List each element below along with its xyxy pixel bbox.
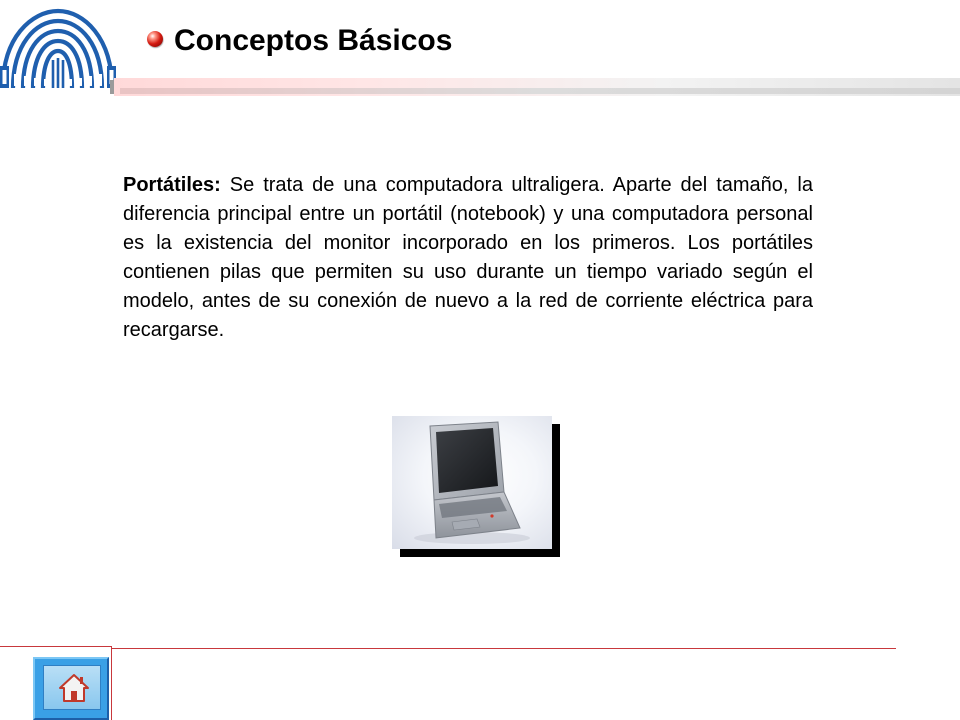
header-gradient-bar (114, 78, 960, 96)
body-paragraph (123, 171, 813, 345)
home-button-face (43, 665, 101, 710)
red-sphere-bullet-icon (147, 31, 163, 47)
slide-title: Conceptos Básicos (174, 24, 453, 57)
home-button[interactable] (33, 657, 109, 720)
body-term: Portátiles: (123, 174, 221, 196)
body-description: Se trata de una computadora ultraligera. Aparte del tamaño, la diferencia principal entre un portátil (notebook) y una computadora personal es la existencia del monitor incorporado en los primeros. Los portátiles contienen pilas que permiten su uso durante un tiempo variado según el modelo, antes de su conexión de nuevo a la red de corriente eléctrica para recargarse. (123, 174, 813, 341)
home-icon (58, 673, 90, 708)
university-logo (0, 8, 116, 90)
laptop-photo (392, 416, 552, 549)
footer-divider (112, 648, 896, 649)
